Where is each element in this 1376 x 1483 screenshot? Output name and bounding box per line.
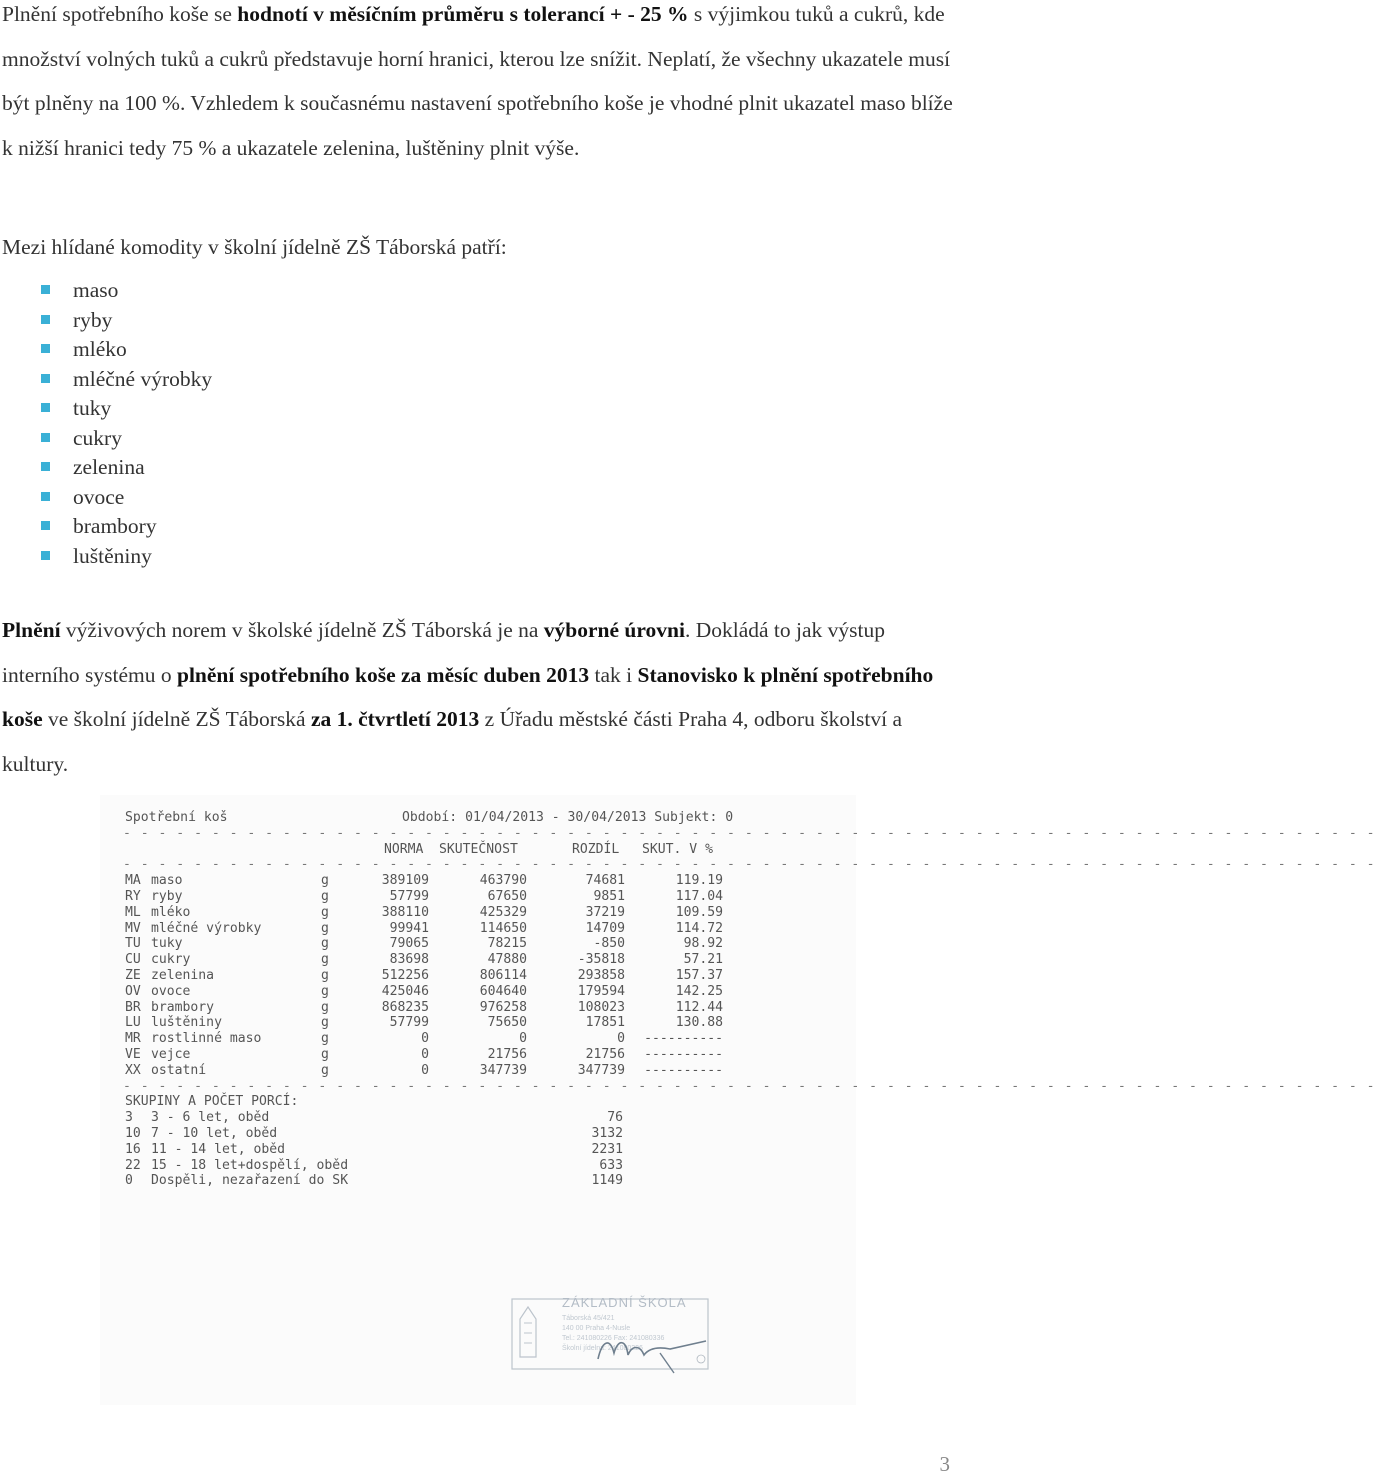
row-code: VE [125,1046,141,1062]
row-rozdil: 293858 [577,967,625,983]
row-unit: g [321,1015,329,1031]
row-rozdil: 74681 [585,873,625,889]
groups-title-row [123,1094,843,1110]
row-rozdil: 21756 [585,1046,625,1062]
row-name: mléčné výrobky [151,920,262,936]
row-name: luštěniny [151,1015,222,1031]
group-label: 3 - 6 let, oběd [151,1110,270,1126]
group-row [123,1126,843,1142]
row-rozdil: 0 [617,1031,625,1047]
list-item: mléko [0,335,212,365]
row-skut-pct: ---------- [644,1046,723,1062]
svg-text:ZÁKLADNÍ ŠKOLA: ZÁKLADNÍ ŠKOLA [562,1295,687,1310]
group-count: 76 [607,1110,623,1126]
group-count: 633 [599,1157,623,1173]
square-bullet-icon [41,462,50,471]
group-code: 10 [125,1125,141,1141]
header-rozdil: ROZDÍL [572,841,620,857]
row-unit: g [321,904,329,920]
row-norma: 99941 [389,920,429,936]
group-count: 1149 [591,1173,623,1189]
row-name: zelenina [151,967,215,983]
report-period: Období: 01/04/2013 - 30/04/2013 Subjekt: 0 [402,810,734,825]
list-item: ryby [0,306,212,336]
row-skutecnost: 75650 [487,1015,527,1031]
square-bullet-icon [41,315,50,324]
row-code: MR [125,1031,141,1047]
row-skut-pct: 114.72 [675,920,723,936]
report-title-row [123,810,843,826]
row-norma: 57799 [389,888,429,904]
header-norma: NORMA [384,841,424,857]
table-row [123,1047,843,1063]
row-unit: g [321,967,329,983]
row-norma: 0 [421,1046,429,1062]
row-code: TU [125,936,141,952]
row-skut-pct: ---------- [644,1031,723,1047]
row-norma: 388110 [381,904,429,920]
row-code: OV [125,983,141,999]
divider: - - - - - - - - - - - - - - - - - - - - - - - - - - - - - - - - - - - - - - - - - - - - - - - - - - - - - - - - - - - - - - - - - - - - - - - [123,857,1376,873]
group-label: 15 - 18 let+dospělí, oběd [151,1157,349,1173]
row-norma: 79065 [389,936,429,952]
table-row [123,1015,843,1031]
square-bullet-icon [41,344,50,353]
row-name: tuky [151,936,183,952]
list-item: maso [0,276,212,306]
header-skut-pct: SKUT. V % [642,841,713,857]
page-number: 3 [939,1452,950,1476]
square-bullet-icon [41,551,50,560]
list-item: luštěniny [0,542,212,572]
report-title: Spotřební koš [125,810,228,825]
row-norma: 389109 [381,873,429,889]
row-unit: g [321,873,329,889]
row-unit: g [321,1062,329,1078]
table-row [123,921,843,937]
row-skutecnost: 21756 [487,1046,527,1062]
consumer-basket-report [123,810,1376,1189]
table-row [123,936,843,952]
table-row [123,873,843,889]
divider: - - - - - - - - - - - - - - - - - - - - - - - - - - - - - - - - - - - - - - - - - - - - - - - - - - - - - - - - - - - - - - - - - - - - - - - [123,1078,1376,1094]
table-row [123,1063,843,1079]
svg-text:Tel.: 241080226 Fax: 241080336: Tel.: 241080226 Fax: 241080336 [562,1335,665,1342]
list-item: mléčné výrobky [0,365,212,395]
row-skut-pct: 130.88 [675,1015,723,1031]
square-bullet-icon [41,403,50,412]
row-norma: 512256 [381,967,429,983]
row-skut-pct: ---------- [644,1062,723,1078]
row-code: ZE [125,967,141,983]
row-name: mléko [151,904,191,920]
row-unit: g [321,999,329,1015]
row-skutecnost: 604640 [479,983,527,999]
report-header-row [123,842,843,858]
group-count: 2231 [591,1141,623,1157]
row-rozdil: 108023 [577,999,625,1015]
row-name: ovoce [151,983,191,999]
group-code: 0 [125,1173,133,1189]
row-skutecnost: 114650 [479,920,527,936]
group-code: 3 [125,1110,133,1126]
row-rozdil: -35818 [577,952,625,968]
row-skut-pct: 112.44 [675,999,723,1015]
row-unit: g [321,1031,329,1047]
table-row [123,905,843,921]
row-rozdil: 179594 [577,983,625,999]
row-skutecnost: 47880 [487,952,527,968]
table-row [123,1031,843,1047]
row-code: CU [125,952,141,968]
group-code: 22 [125,1157,141,1173]
row-rozdil: 347739 [577,1062,625,1078]
svg-text:140 00 Praha 4-Nusle: 140 00 Praha 4-Nusle [562,1325,631,1332]
row-skut-pct: 142.25 [675,983,723,999]
row-skutecnost: 463790 [479,873,527,889]
row-code: LU [125,1015,141,1031]
group-row [123,1173,843,1189]
row-name: rostlinné maso [151,1031,262,1047]
group-rows [123,1110,843,1189]
paragraph-intro: Plnění spotřebního koše se hodnotí v měsíčním průměru s tolerancí + - 25 % s výjimkou tuků a cukrů, kde množství volných tuků a cukrů představuje horní hranici, kterou lze snížit. Neplatí, že všechny ukazatele musí být plněny na 100 %. Vzhledem k současnému nastavení spotřebního koše je vhodné plnit ukazatel maso blíže k nižší hranici tedy 75 % a ukazatele zelenina, luštěniny plnit výše. [2,2,953,160]
divider: - - - - - - - - - - - - - - - - - - - - - - - - - - - - - - - - - - - - - - - - - - - - - - - - - - - - - - - - - - - - - - - - - - - - - - - [123,825,1376,841]
row-skutecnost: 67650 [487,888,527,904]
row-code: MA [125,873,141,889]
paragraph-commodities-heading: Mezi hlídané komodity v školní jídelně ZŠ Táborská patří: [2,235,507,259]
group-row [123,1142,843,1158]
row-rozdil: 14709 [585,920,625,936]
row-norma: 0 [421,1031,429,1047]
svg-text:Školní jídelna: 241080226: Školní jídelna: 241080226 [562,1345,643,1352]
row-rozdil: -850 [593,936,625,952]
row-norma: 57799 [389,1015,429,1031]
row-code: MV [125,920,141,936]
row-skut-pct: 157.37 [675,967,723,983]
square-bullet-icon [41,374,50,383]
row-unit: g [321,936,329,952]
row-skutecnost: 806114 [479,967,527,983]
table-row [123,1000,843,1016]
row-skutecnost: 976258 [479,999,527,1015]
row-name: brambory [151,999,215,1015]
row-skutecnost: 425329 [479,904,527,920]
square-bullet-icon [41,521,50,530]
row-unit: g [321,888,329,904]
table-row [123,952,843,968]
report-rows [123,873,843,1078]
row-skutecnost: 78215 [487,936,527,952]
row-unit: g [321,1046,329,1062]
group-row [123,1158,843,1174]
row-unit: g [321,920,329,936]
row-skut-pct: 117.04 [675,888,723,904]
list-item: brambory [0,512,212,542]
row-norma: 425046 [381,983,429,999]
row-code: ML [125,904,141,920]
groups-title: SKUPINY A POČET PORCÍ: [125,1094,299,1110]
list-item: zelenina [0,453,212,483]
row-name: ostatní [151,1062,207,1078]
table-row [123,968,843,984]
square-bullet-icon [41,285,50,294]
list-item: ovoce [0,483,212,513]
school-stamp-with-signature [510,1283,715,1375]
row-name: maso [151,873,183,889]
row-name: ryby [151,888,183,904]
row-rozdil: 37219 [585,904,625,920]
row-code: BR [125,999,141,1015]
list-item: cukry [0,424,212,454]
stamp-graphic [510,1283,715,1375]
group-label: 11 - 14 let, oběd [151,1141,286,1157]
row-skut-pct: 57.21 [683,952,723,968]
row-norma: 0 [421,1062,429,1078]
row-skut-pct: 109.59 [675,904,723,920]
group-row [123,1110,843,1126]
svg-text:Táborská 45/421: Táborská 45/421 [562,1315,615,1322]
row-name: cukry [151,952,191,968]
row-norma: 83698 [389,952,429,968]
row-skut-pct: 119.19 [675,873,723,889]
row-norma: 868235 [381,999,429,1015]
header-skutecnost: SKUTEČNOST [439,841,518,857]
row-unit: g [321,952,329,968]
group-label: Dospěli, nezařazení do SK [151,1173,349,1189]
table-row [123,889,843,905]
list-item: tuky [0,394,212,424]
row-code: RY [125,888,141,904]
row-code: XX [125,1062,141,1078]
row-unit: g [321,983,329,999]
row-skutecnost: 347739 [479,1062,527,1078]
paragraph-evaluation: Plnění výživových norem v školské jídelně ZŠ Táborská je na výborné úrovni. Dokládá to jak výstup interního systému o plnění spotřebního koše za měsíc duben 2013 tak i Stanovisko k plnění spotřebního koše ve školní jídelně ZŠ Táborská za 1. čtvrtletí 2013 z Úřadu městské části Praha 4, odboru školství a kultury. [2,618,934,776]
square-bullet-icon [41,433,50,442]
row-rozdil: 17851 [585,1015,625,1031]
commodity-list [0,276,212,571]
row-skutecnost: 0 [519,1031,527,1047]
row-rozdil: 9851 [593,888,625,904]
row-name: vejce [151,1046,191,1062]
group-label: 7 - 10 let, oběd [151,1125,278,1141]
square-bullet-icon [41,492,50,501]
group-code: 16 [125,1141,141,1157]
row-skut-pct: 98.92 [683,936,723,952]
table-row [123,984,843,1000]
group-count: 3132 [591,1125,623,1141]
